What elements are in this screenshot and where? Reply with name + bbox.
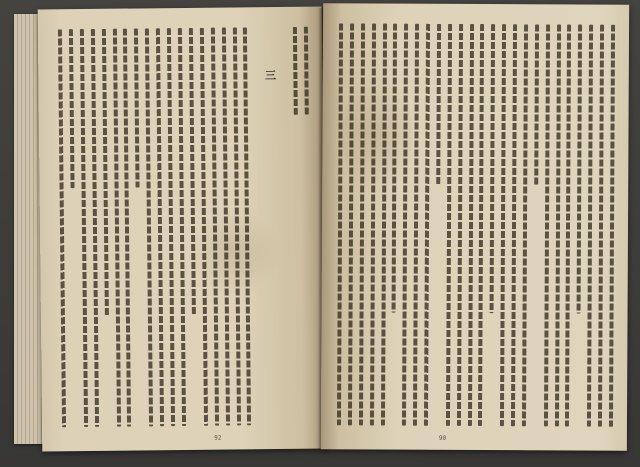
text-column — [359, 23, 365, 425]
text-column — [598, 25, 604, 427]
text-column — [69, 29, 75, 188]
text-column — [500, 24, 506, 426]
text-column — [554, 24, 560, 426]
text-column — [565, 24, 571, 426]
text-column — [178, 28, 186, 426]
text-column — [609, 25, 615, 427]
right-page — [321, 3, 629, 451]
text-column — [380, 24, 386, 426]
text-column — [134, 28, 140, 187]
text-column — [112, 29, 120, 427]
text-column — [424, 24, 430, 426]
left-text-block — [58, 27, 312, 428]
text-column — [243, 27, 251, 425]
text-column — [490, 24, 496, 313]
text-column — [467, 24, 473, 426]
text-column — [156, 28, 164, 426]
text-column — [478, 24, 484, 426]
text-column — [457, 24, 463, 426]
left-page — [38, 7, 327, 452]
text-column — [167, 28, 175, 426]
text-column — [577, 25, 583, 314]
text-column — [91, 29, 99, 427]
text-column — [123, 29, 131, 427]
text-column — [348, 23, 354, 425]
text-column — [402, 24, 408, 426]
text-column — [232, 27, 240, 425]
text-column — [544, 24, 550, 426]
text-column — [534, 24, 539, 185]
text-column — [221, 28, 229, 426]
right-text-block — [337, 23, 615, 426]
text-column — [189, 28, 196, 315]
text-column — [102, 29, 109, 316]
text-column — [304, 27, 309, 115]
text-column — [337, 23, 343, 425]
page-number: 90 — [438, 434, 447, 442]
text-column — [370, 23, 376, 425]
text-column — [200, 28, 208, 426]
column-gap — [282, 27, 290, 425]
text-column — [446, 24, 452, 426]
text-column — [80, 29, 88, 427]
text-column — [293, 27, 298, 115]
page-number: 92 — [214, 434, 222, 442]
text-column — [522, 24, 528, 426]
text-column — [413, 24, 419, 426]
column-gap — [254, 27, 262, 425]
section-marker: 三 — [265, 69, 277, 83]
section-heading — [265, 27, 279, 425]
text-column — [211, 28, 219, 426]
text-column — [392, 24, 398, 313]
text-column — [511, 24, 517, 426]
text-column — [587, 25, 593, 427]
text-column — [436, 24, 441, 185]
text-column — [58, 29, 66, 427]
text-column — [145, 28, 153, 426]
